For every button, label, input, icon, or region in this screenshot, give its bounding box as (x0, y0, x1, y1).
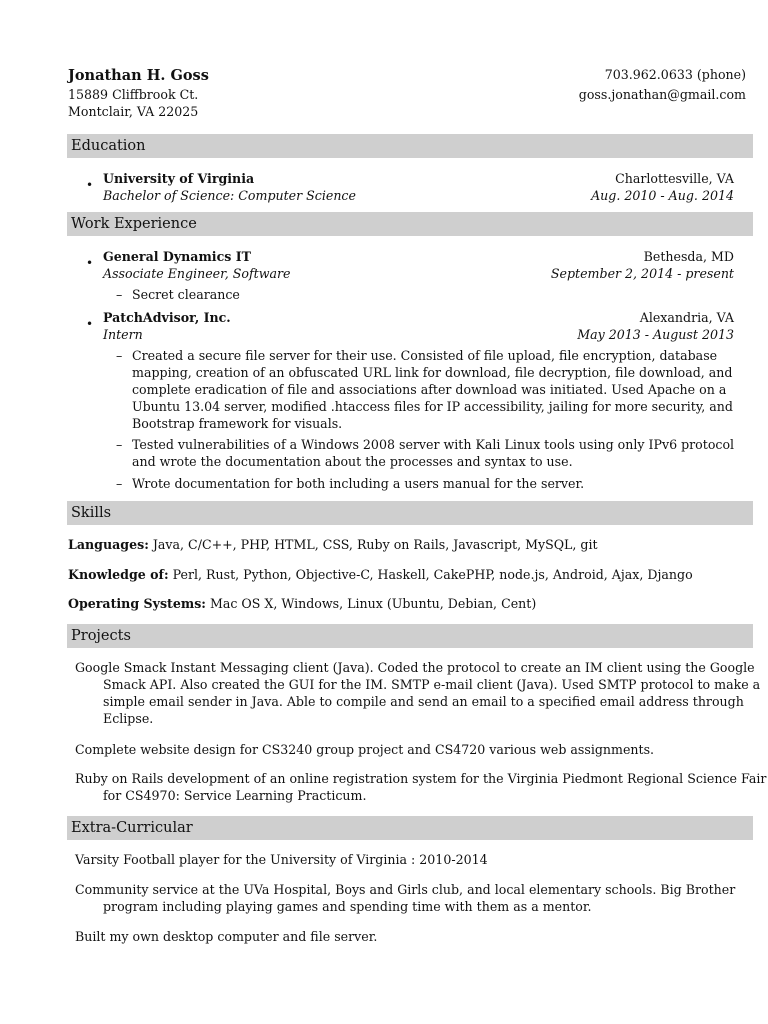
project-item: Google Smack Instant Messaging client (Java). Coded the protocol to create an IM client using the Google Smack API. Also created the GUI for the IM. SMTP e-mail client (Java). Used SMTP protocol to make a simple email sender in Java. Able to compile and send an email to a specified email address through Eclipse. (75, 660, 761, 726)
employer-name: General Dynamics IT (103, 249, 251, 264)
work-entry (86, 248, 734, 282)
work-entry (86, 309, 734, 343)
address-line-1: 15889 Cliffbrook Ct. (68, 87, 199, 102)
school-location: Charlottesville, VA (615, 171, 734, 186)
employer-location: Alexandria, VA (639, 310, 734, 325)
skill-row (68, 595, 748, 612)
section-education-title: Education (67, 134, 753, 158)
extra-item: Built my own desktop computer and file server. (75, 929, 378, 944)
section-projects-title: Projects (67, 624, 753, 648)
dash-icon: – (116, 348, 123, 363)
skill-value: Perl, Rust, Python, Objective-C, Haskell, CakePHP, node.js, Android, Ajax, Django (172, 567, 693, 582)
bullet-icon: • (86, 178, 94, 192)
extra-item: Community service at the UVa Hospital, Boys and Girls club, and local elementary schools. Big Brother program including playing games and spending time with them as a mentor. (75, 882, 736, 914)
skill-value: Java, C/C++, PHP, HTML, CSS, Ruby on Rails, Javascript, MySQL, git (152, 537, 598, 552)
section-work-title: Work Experience (67, 212, 753, 236)
skill-value: Mac OS X, Windows, Linux (Ubuntu, Debian, Cent) (209, 596, 537, 611)
resume-header (68, 66, 746, 120)
dash-icon: – (116, 476, 123, 491)
education-dates: Aug. 2010 - Aug. 2014 (591, 188, 734, 203)
bullet-icon: • (86, 317, 94, 331)
job-dates: September 2, 2014 - present (550, 266, 734, 281)
skill-label: Languages: (68, 537, 149, 552)
work-item: – Wrote documentation for both including a users manual for the server. (116, 476, 585, 491)
job-title: Associate Engineer, Software (103, 266, 291, 281)
email: goss.jonathan@gmail.com (578, 87, 746, 102)
work-item: – Tested vulnerabilities of a Windows 2008 server with Kali Linux tools using only IPv6 protocol and wrote the documentation about the processes and syntax to use. (116, 437, 735, 469)
skill-label: Operating Systems: (68, 596, 206, 611)
employer-location: Bethesda, MD (643, 249, 734, 264)
work-item: – Created a secure file server for their use. Consisted of file upload, file encryption, database mapping, creation of an obfuscated URL link for download, file decryption, file download, and complete eradication of file and associations after download was initiated. Used Apache on a Ubuntu 13.04 server, modified .htaccess files for IP accessibility, jailing for more security, and Bootstrap framework for visuals. (116, 348, 733, 431)
address-line-2: Montclair, VA 22025 (68, 104, 199, 119)
skill-label: Knowledge of: (68, 567, 169, 582)
skill-row (68, 536, 748, 553)
project-item: Ruby on Rails development of an online registration system for the Virginia Piedmont Regional Science Fair for CS4970: Service Learning Practicum. (75, 771, 767, 803)
section-skills-title: Skills (67, 501, 753, 525)
project-item: Complete website design for CS3240 group project and CS4720 various web assignments. (75, 742, 655, 757)
section-extra-title: Extra-Curricular (67, 816, 753, 840)
degree: Bachelor of Science: Computer Science (103, 188, 356, 203)
extra-item: Varsity Football player for the University of Virginia : 2010-2014 (75, 852, 488, 867)
work-item: – Secret clearance (116, 287, 240, 302)
job-title: Intern (103, 327, 143, 342)
skill-row (68, 566, 748, 583)
dash-icon: – (116, 287, 123, 302)
job-dates: May 2013 - August 2013 (577, 327, 734, 342)
candidate-name: Jonathan H. Goss (68, 67, 209, 84)
employer-name: PatchAdvisor, Inc. (103, 310, 231, 325)
dash-icon: – (116, 437, 123, 452)
education-entry (86, 170, 734, 204)
phone: 703.962.0633 (phone) (604, 67, 746, 82)
bullet-icon: • (86, 256, 94, 270)
school-name: University of Virginia (103, 171, 255, 186)
